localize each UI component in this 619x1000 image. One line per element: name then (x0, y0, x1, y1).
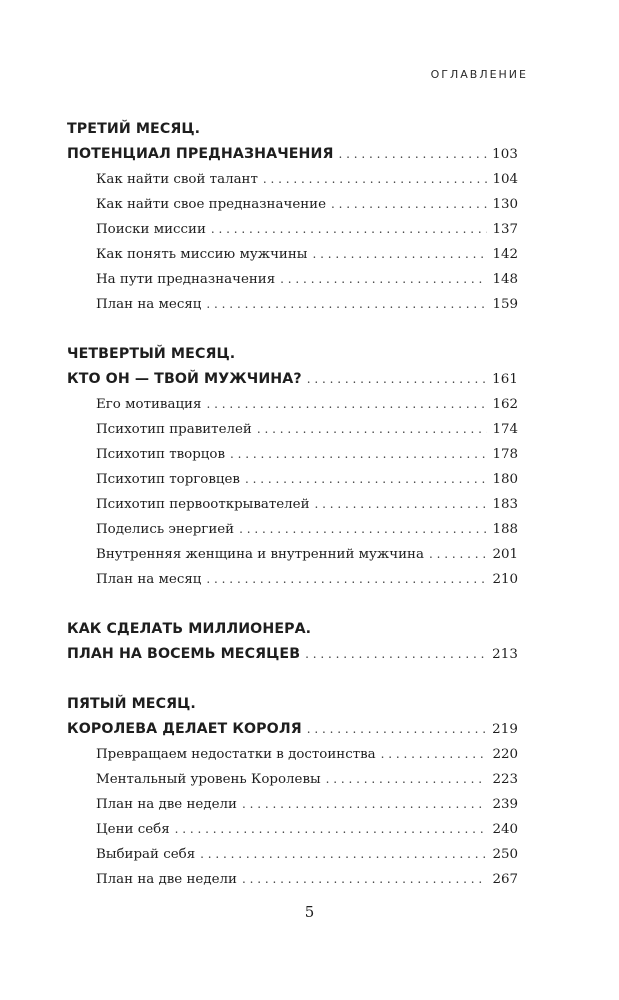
dot-leader (206, 292, 487, 317)
dot-leader (257, 417, 488, 442)
toc-entry[interactable] (67, 242, 518, 267)
entry-title: Психотип творцов (96, 447, 226, 462)
entry-title: КТО ОН — ТВОЙ МУЖЧИНА? (67, 371, 302, 387)
toc-entry[interactable] (67, 792, 518, 817)
entry-title: Психотип торговцев (96, 472, 240, 487)
entry-title: КОРОЛЕВА ДЕЛАЕТ КОРОЛЯ (67, 721, 302, 737)
entry-title: Ментальный уровень Королевы (96, 772, 321, 787)
entry-page: 104 (492, 172, 518, 187)
entry-title: На пути предназначения (96, 272, 276, 287)
page-number: 5 (304, 903, 315, 921)
entry-title: Внутренняя женщина и внутренний мужчина (96, 547, 424, 562)
entry-page: 219 (492, 722, 518, 737)
entry-page: 178 (492, 447, 518, 462)
entry-page: 210 (492, 572, 518, 587)
entry-title: План на месяц (96, 572, 202, 587)
running-head: ОГЛАВЛЕНИЕ (430, 68, 528, 81)
toc-entry[interactable] (67, 392, 518, 417)
entry-page: 240 (492, 822, 518, 837)
toc-entry[interactable] (67, 517, 518, 542)
toc-entry[interactable] (67, 842, 518, 867)
entry-page: 201 (492, 547, 518, 562)
entry-title: ПЛАН НА ВОСЕМЬ МЕСЯЦЕВ (67, 646, 301, 662)
dot-leader (381, 742, 488, 767)
entry-page: 103 (492, 147, 518, 162)
entry-page: 220 (492, 747, 518, 762)
dot-leader (307, 717, 487, 742)
dot-leader (339, 142, 488, 167)
toc-entry[interactable] (67, 167, 518, 192)
entry-page: 267 (492, 872, 518, 887)
toc-entry[interactable] (67, 817, 518, 842)
entry-title: План на месяц (96, 297, 202, 312)
entry-page: 137 (492, 222, 518, 237)
dot-leader (307, 367, 487, 392)
section-entry[interactable] (67, 367, 518, 392)
entry-title: План на две недели (96, 797, 237, 812)
entry-title: Как найти свое предназначение (96, 197, 327, 212)
section-entry[interactable] (67, 642, 518, 667)
toc-entry[interactable] (67, 467, 518, 492)
section-title: ПЯТЫЙ МЕСЯЦ. (67, 696, 196, 712)
entry-page: 162 (492, 397, 518, 412)
toc-entry[interactable] (67, 742, 518, 767)
entry-title: Психотип правителей (96, 422, 252, 437)
section-entry[interactable] (67, 717, 518, 742)
toc-entry[interactable] (67, 542, 518, 567)
entry-title: Его мотивация (96, 397, 202, 412)
entry-title: Поиски миссии (96, 222, 206, 237)
dot-leader (326, 767, 488, 792)
toc-entry[interactable] (67, 192, 518, 217)
dot-leader (245, 467, 487, 492)
entry-title: Поделись энергией (96, 522, 235, 537)
dot-leader (315, 492, 488, 517)
dot-leader (175, 817, 488, 842)
dot-leader (242, 792, 488, 817)
toc-entry[interactable] (67, 292, 518, 317)
dot-leader (331, 192, 487, 217)
entry-page: 161 (492, 372, 518, 387)
dot-leader (211, 217, 488, 242)
entry-page: 174 (492, 422, 518, 437)
entry-title: Выбирай себя (96, 847, 196, 862)
toc-entry[interactable] (67, 417, 518, 442)
entry-page: 159 (492, 297, 518, 312)
section-title: ТРЕТИЙ МЕСЯЦ. (67, 121, 201, 137)
dot-leader (239, 517, 487, 542)
toc-section (67, 617, 518, 667)
dot-leader (206, 392, 487, 417)
toc-entry[interactable] (67, 767, 518, 792)
entry-page: 130 (492, 197, 518, 212)
entry-title: ПОТЕНЦИАЛ ПРЕДНАЗНАЧЕНИЯ (67, 146, 334, 162)
entry-page: 183 (492, 497, 518, 512)
entry-page: 250 (492, 847, 518, 862)
dot-leader (312, 242, 487, 267)
toc-section (67, 342, 518, 592)
toc-entry[interactable] (67, 442, 518, 467)
dot-leader (263, 167, 488, 192)
toc-entry[interactable] (67, 567, 518, 592)
section-title: ЧЕТВЕРТЫЙ МЕСЯЦ. (67, 346, 236, 362)
toc-entry[interactable] (67, 267, 518, 292)
dot-leader (206, 567, 487, 592)
dot-leader (429, 542, 487, 567)
section-entry[interactable] (67, 142, 518, 167)
entry-page: 239 (492, 797, 518, 812)
toc-entry[interactable] (67, 217, 518, 242)
dot-leader (280, 267, 487, 292)
toc-entry[interactable] (67, 492, 518, 517)
entry-page: 223 (492, 772, 518, 787)
dot-leader (242, 867, 488, 892)
entry-title: Как найти свой талант (96, 172, 258, 187)
entry-page: 180 (492, 472, 518, 487)
toc-entry[interactable] (67, 867, 518, 892)
table-of-contents (67, 117, 518, 917)
entry-title: Цени себя (96, 822, 170, 837)
toc-section (67, 117, 518, 317)
entry-page: 142 (492, 247, 518, 262)
entry-title: Психотип первооткрывателей (96, 497, 310, 512)
dot-leader (305, 642, 487, 667)
entry-title: План на две недели (96, 872, 237, 887)
entry-title: Превращаем недостатки в достоинства (96, 747, 376, 762)
entry-page: 148 (492, 272, 518, 287)
dot-leader (200, 842, 487, 867)
dot-leader (230, 442, 487, 467)
entry-title: Как понять миссию мужчины (96, 247, 308, 262)
entry-page: 213 (492, 647, 518, 662)
entry-page: 188 (492, 522, 518, 537)
section-title: КАК СДЕЛАТЬ МИЛЛИОНЕРА. (67, 621, 312, 637)
toc-section (67, 692, 518, 892)
